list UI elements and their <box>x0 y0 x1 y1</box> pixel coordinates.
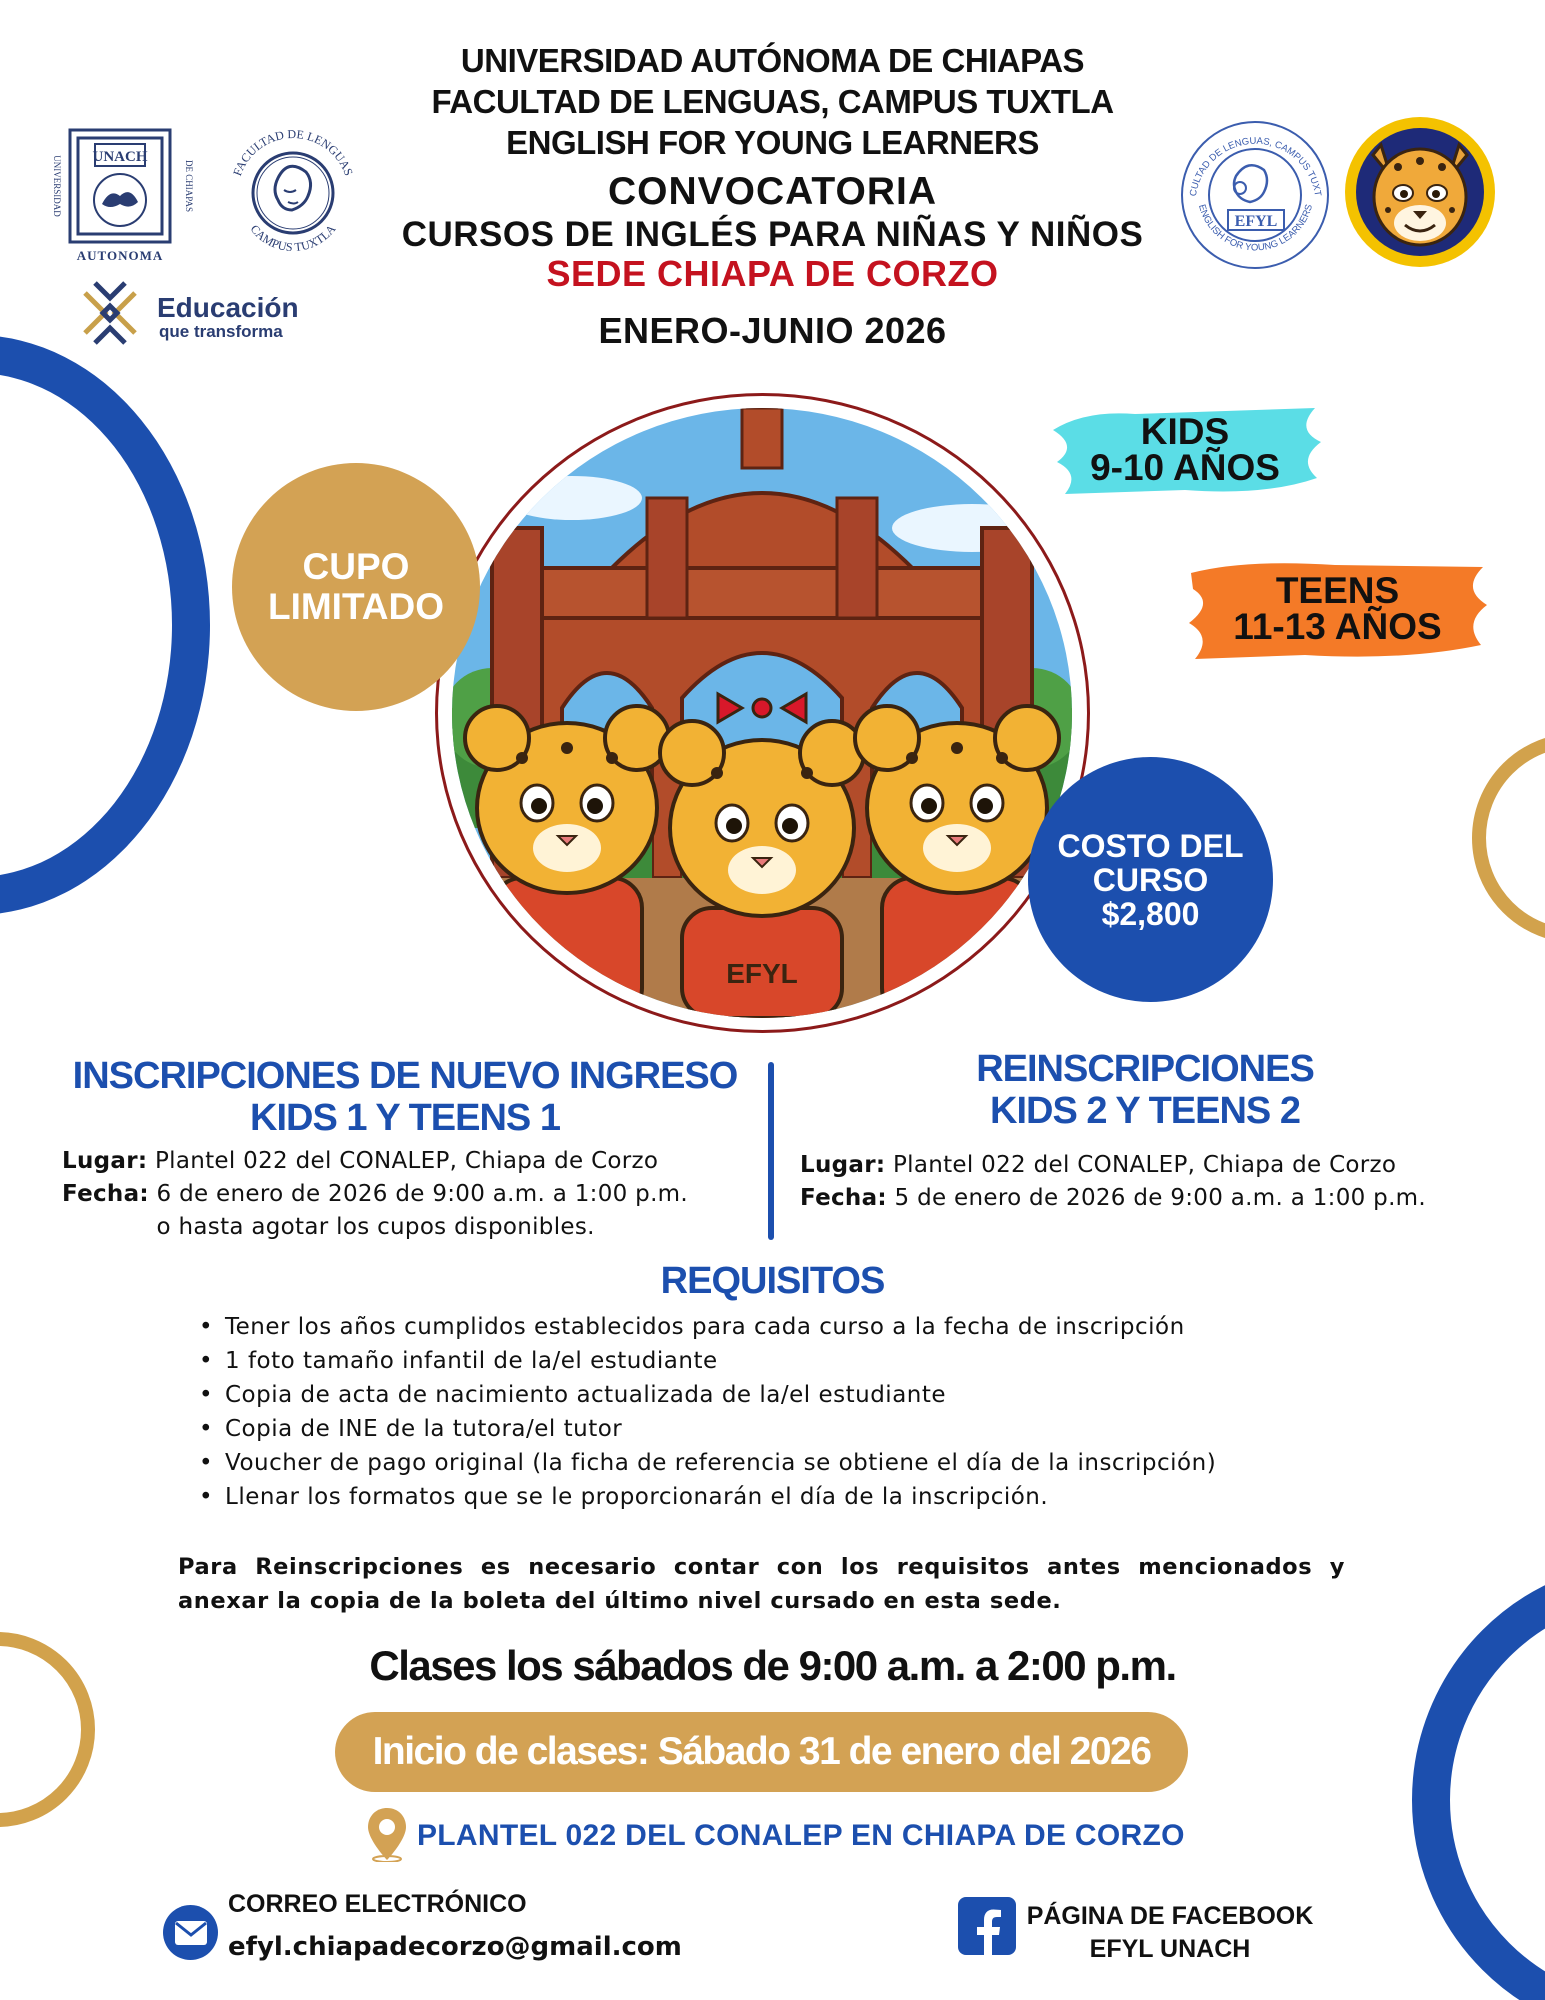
unach-logo-left-text: UNIVERSIDAD <box>52 155 62 217</box>
costo-price: $2,800 <box>1101 895 1200 932</box>
cupo-line1: CUPO <box>302 546 410 587</box>
facultad-logo-bottom-text: CAMPUS TUXTLA <box>247 221 339 255</box>
mail-icon <box>163 1905 218 1960</box>
decorative-ring-gold-right <box>1472 733 1545 943</box>
shirt-text: EFYL <box>726 958 798 989</box>
requisito-item: • Voucher de pago original (la ficha de referencia se obtiene el día de la inscripción) <box>195 1446 1415 1480</box>
unach-logo <box>40 120 200 265</box>
university-name: UNIVERSIDAD AUTÓNOMA DE CHIAPAS <box>460 42 1085 79</box>
efyl-logo-top-text: CULTAD DE LENGUAS, CAMPUS TUXT <box>1187 135 1324 198</box>
requisito-item: • Copia de acta de nacimiento actualizada de la/el estudiante <box>195 1378 1415 1412</box>
new-fecha-label: Fecha: <box>62 1181 149 1207</box>
program-name: ENGLISH FOR YOUNG LEARNERS <box>506 124 1039 161</box>
section-divider <box>768 1062 774 1240</box>
new-lugar-value: Plantel 022 del CONALEP, Chiapa de Corzo <box>154 1148 659 1174</box>
requisitos-title: REQUISITOS <box>660 1260 885 1302</box>
teens-age-badge <box>1185 553 1490 665</box>
location-pin-icon <box>365 1806 409 1867</box>
period-title: ENERO-JUNIO 2026 <box>598 310 947 351</box>
location-row <box>365 1808 1225 1864</box>
class-start-text: Inicio de clases: Sábado 31 de enero del 2026 <box>372 1730 1151 1773</box>
courses-title: CURSOS DE INGLÉS PARA NIÑAS Y NIÑOS <box>401 215 1144 254</box>
unach-logo-right-text: DE CHIAPAS <box>184 160 194 212</box>
facebook-page-label[interactable] <box>1020 1900 1320 1966</box>
cupo-line2: LIMITADO <box>267 586 445 627</box>
new-enrollment-title-line2: KIDS 1 Y TEENS 1 <box>250 1097 560 1139</box>
cupo-limitado-badge <box>232 463 480 711</box>
reenrollment-title-line1: REINSCRIPCIONES <box>976 1048 1314 1090</box>
facebook-label-line1: PÁGINA DE FACEBOOK <box>1026 1902 1314 1930</box>
costo-line2: CURSO <box>1092 861 1209 898</box>
educacion-logo-title: Educación <box>157 292 299 323</box>
re-lugar-label: Lugar: <box>800 1152 886 1178</box>
efyl-logo <box>1178 118 1333 273</box>
requisito-item: • Copia de INE de la tutora/el tutor <box>195 1412 1415 1446</box>
efyl-logo-center-text: EFYL <box>1234 213 1278 230</box>
new-enrollment-title <box>60 1055 750 1139</box>
re-fecha-label: Fecha: <box>800 1185 887 1211</box>
requisitos-list <box>195 1310 1415 1514</box>
facebook-label-line2: EFYL UNACH <box>1089 1935 1251 1963</box>
new-fecha-note: o hasta agotar los cupos disponibles. <box>156 1214 595 1240</box>
re-fecha-value: 5 de enero de 2026 de 9:00 a.m. a 1:00 p.m. <box>894 1185 1426 1211</box>
efyl-logo-bottom-text: ENGLISH FOR YOUNG LEARNERS <box>1196 203 1315 254</box>
class-start-banner <box>335 1712 1188 1792</box>
reenrollment-info <box>800 1149 1520 1215</box>
email-address[interactable]: efyl.chiapadecorzo@gmail.com <box>228 1932 682 1962</box>
costo-line1: COSTO DEL <box>1057 827 1244 864</box>
facebook-icon[interactable] <box>958 1897 1016 1955</box>
educacion-logo-subtitle: que transforma <box>159 322 283 341</box>
unach-logo-bottom-text: AUTONOMA <box>76 248 164 263</box>
convocatoria-title: CONVOCATORIA <box>607 170 938 213</box>
reenrollment-title <box>940 1048 1350 1132</box>
requisito-item: • Tener los años cumplidos establecidos para cada curso a la fecha de inscripción <box>195 1310 1415 1344</box>
facultad-lenguas-logo <box>218 118 368 268</box>
facultad-logo-top-text: FACULTAD DE LENGUAS <box>230 126 356 178</box>
kids-age: 9-10 AÑOS <box>1090 447 1280 488</box>
new-enrollment-info <box>62 1145 762 1244</box>
decorative-ring-blue-right <box>1412 1560 1545 2000</box>
sede-title: SEDE CHIAPA DE CORZO <box>546 253 999 294</box>
ocelot-mascot-logo <box>1343 115 1498 270</box>
fuente-colonial-illustration <box>452 408 1072 1018</box>
class-schedule: Clases los sábados de 9:00 a.m. a 2:00 p.m. <box>369 1642 1176 1689</box>
faculty-name: FACULTAD DE LENGUAS, CAMPUS TUXTLA <box>431 83 1114 120</box>
new-fecha-value: 6 de enero de 2026 de 9:00 a.m. a 1:00 p.m. <box>156 1181 688 1207</box>
unach-logo-text: UNACH <box>92 149 148 165</box>
re-lugar-value: Plantel 022 del CONALEP, Chiapa de Corzo <box>892 1152 1397 1178</box>
requisito-item: • Llenar los formatos que se le proporcionarán el día de la inscripción. <box>195 1480 1415 1514</box>
kids-label: KIDS <box>1140 411 1230 452</box>
new-enrollment-title-line1: INSCRIPCIONES DE NUEVO INGRESO <box>72 1055 738 1097</box>
email-label: CORREO ELECTRÓNICO <box>228 1890 527 1918</box>
decorative-ring-gold-left <box>0 1632 95 1827</box>
requisito-item: • 1 foto tamaño infantil de la/el estudiante <box>195 1344 1415 1378</box>
kids-age-badge <box>1045 400 1325 500</box>
costo-badge <box>1028 757 1273 1002</box>
educacion-que-transforma-logo <box>75 275 345 360</box>
header-institution <box>380 40 1165 163</box>
teens-age: 11-13 AÑOS <box>1233 606 1442 647</box>
teens-label: TEENS <box>1275 570 1400 611</box>
new-lugar-label: Lugar: <box>62 1148 148 1174</box>
reenrollment-title-line2: KIDS 2 Y TEENS 2 <box>990 1090 1300 1132</box>
location-text: PLANTEL 022 DEL CONALEP EN CHIAPA DE CORZO <box>417 1819 1185 1852</box>
reinscripciones-note: Para Reinscripciones es necesario contar con los requisitos antes mencionados y anexar la copia de la boleta del último nivel cursado en esta sede. <box>178 1554 1345 1614</box>
decorative-ring-blue-left <box>0 335 210 915</box>
